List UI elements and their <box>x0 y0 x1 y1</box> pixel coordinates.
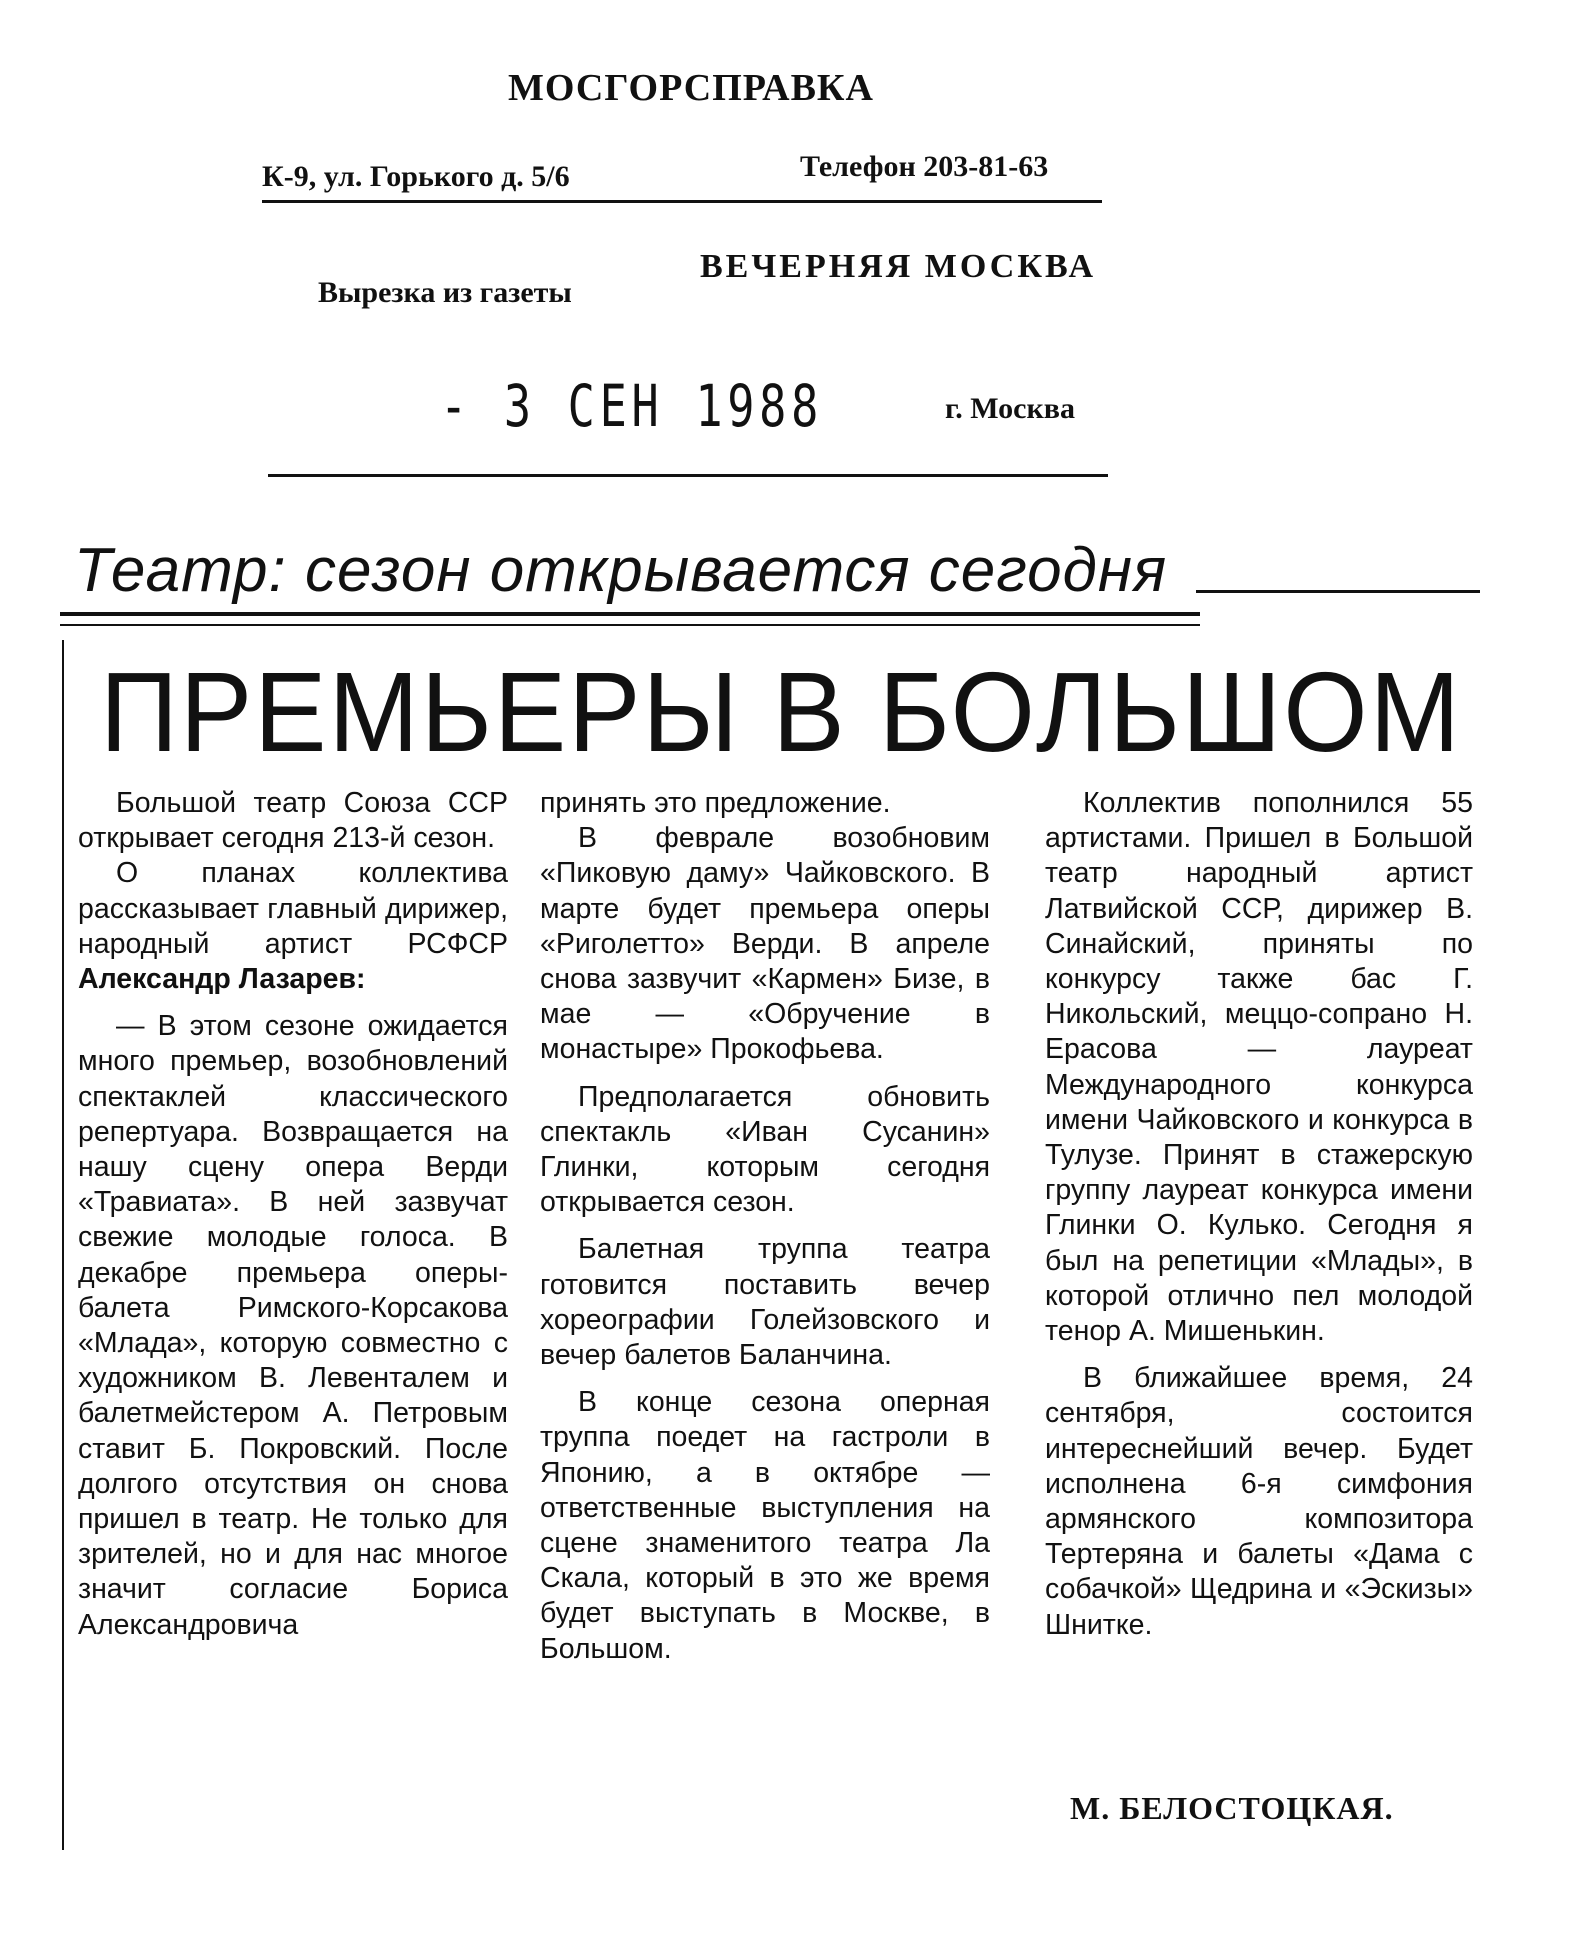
column-1 <box>78 786 508 1643</box>
city-label: г. Москва <box>945 392 1075 425</box>
paragraph: В конце сезона оперная труппа поедет на гастроли в Японию, а в октябре — ответственные выступления на сцене знаменитого театра Ла Скала, который в это же время будет выступать в Москве, в Большом. <box>540 1386 990 1665</box>
paragraph: В феврале возобновим «Пиковую даму» Чайковского. В марте будет премьера оперы «Риголетто» Верди. В апреле снова зазвучит «Кармен» Бизе, в мае — «Обручение в монастыре» Прокофьева. <box>540 822 990 1066</box>
clipping-label: Вырезка из газеты <box>318 276 572 309</box>
section-title: Театр: сезон открывается сегодня <box>74 536 1168 605</box>
paragraph: — В этом сезоне ожидается много премьер, возобновлений спектаклей классического репертуара. Возвращается на нашу сцену опера Верди «Травиата». В ней зазвучат свежие молодые голоса. В декабре премьера оперы-балета Римского-Корсакова «Млада», которую совместно с художником В. Левенталем и балетмейстером А. Петровым ставит Б. Покровский. После долгого отсутствия он снова пришел в театр. Не только для зрителей, но и для нас многое значит согласие Бориса Александровича <box>78 1010 508 1641</box>
paragraph: принять это предложение. <box>540 787 891 819</box>
paragraph <box>78 856 508 997</box>
paragraph: Большой театр Союза ССР открывает сегодня 213-й сезон. <box>78 787 508 855</box>
column-2 <box>540 786 990 1667</box>
paragraph: Предполагается обновить спектакль «Иван Сусанин» Глинки, которым сегодня открывается сезон. <box>540 1080 990 1219</box>
agency-phone: Телефон 203-81-63 <box>800 150 1049 183</box>
left-border <box>62 640 64 1850</box>
section-title-rule <box>1196 590 1480 593</box>
rule-top <box>60 612 1200 616</box>
rule-bottom <box>60 624 1200 626</box>
headline: ПРЕМЬЕРЫ В БОЛЬШОМ <box>100 649 1462 775</box>
column-3 <box>1045 786 1473 1643</box>
paragraph: Балетная труппа театра готовится поставить вечер хореографии Голейзовского и вечер балетов Баланчина. <box>540 1233 990 1372</box>
paragraph: В ближайшее время, 24 сентября, состоится интереснейший вечер. Будет исполнена 6-я симфония армянского композитора Тертеряна и балеты «Дама с собачкой» Щедрина и «Эскизы» Шнитке. <box>1045 1362 1473 1641</box>
agency-address: К-9, ул. Горького д. 5/6 <box>262 160 570 193</box>
header-underline <box>262 200 1102 203</box>
newspaper-name: ВЕЧЕРНЯЯ МОСКВА <box>700 248 1097 285</box>
agency-name: МОСГОРСПРАВКА <box>508 67 874 109</box>
date-underline <box>268 474 1108 477</box>
date-stamp: - 3 СЕН 1988 <box>440 372 824 440</box>
speaker-name: Александр Лазарев: <box>78 963 366 996</box>
intro-text: О планах коллектива рассказывает главный дирижер, народный артист РСФСР <box>78 857 508 960</box>
paragraph: Коллектив пополнился 55 артистами. Пришел в Большой театр народный артист Латвийской ССР, дирижер В. Синайский, приняты по конкурсу также бас Г. Никольский, меццо-сопрано Н. Ерасова — лауреат Международного конкурса имени Чайковского и конкурса в Тулузе. Принят в стажерскую группу лауреат конкурса имени Глинки О. Кулько. Сегодня я был на репетиции «Млады», в которой отлично пел молодой тенор А. Мишенькин. <box>1045 787 1473 1348</box>
author-byline: М. БЕЛОСТОЦКАЯ. <box>1070 1790 1394 1826</box>
